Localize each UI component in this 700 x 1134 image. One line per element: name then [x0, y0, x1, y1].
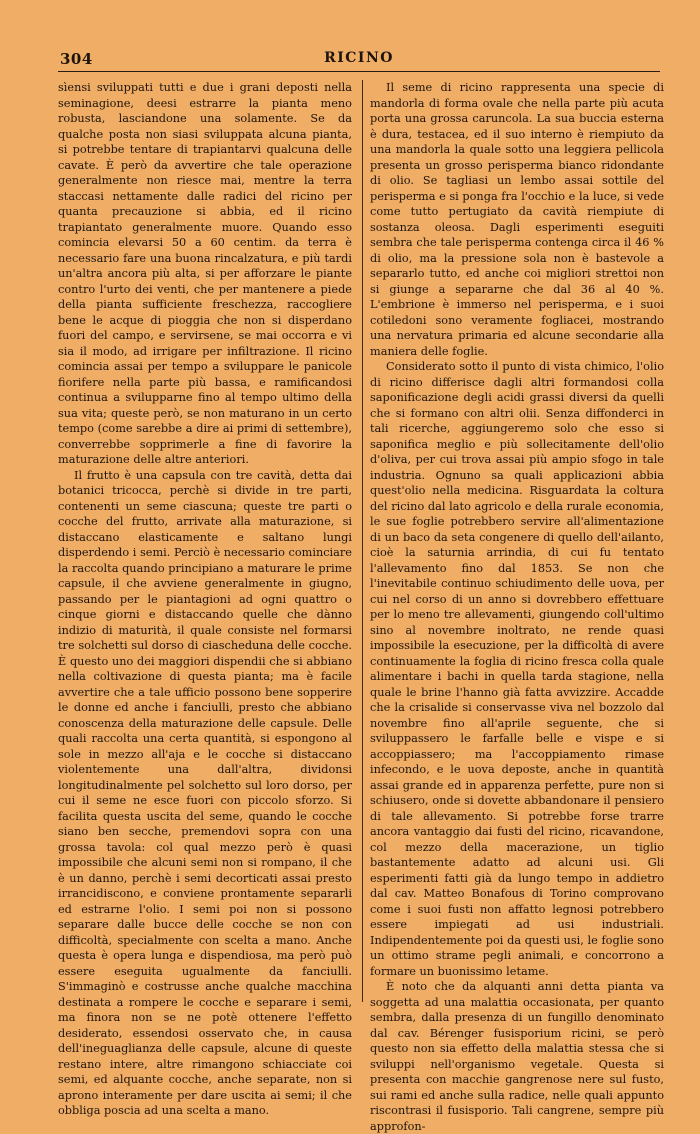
header-rule: [58, 71, 660, 72]
column-divider: [362, 80, 363, 1002]
page-number: 304: [60, 50, 93, 68]
left-column: [58, 80, 352, 1119]
right-column: [370, 80, 664, 1134]
running-title: RICINO: [324, 50, 394, 66]
paragraph: sìensi sviluppati tutti e due i grani deposti nella seminagione, deesi estrarre la pianta meno robusta, lasciandone una solamente. Se da qualche posta non siasi sviluppata alcuna pianta, si potrebbe tentare di trapiantarvi qualcuna delle cavate. È però da avvertire che tale operazione generalmente non riesce mai, mentre la terra staccasi nettamente dalle radici del ricino per quanta precauzione si abbia, ed il ricino trapiantato generalmente muore. Quando esso comincia elevarsi 50 a 60 centim. da terra è necessario fare una buona rincalzatura, e più tardi un'altra ancora più alta, si per afforzare le piante contro l'urto dei venti, che per mantenere a piede della pianta sufficiente freschezza, raccogliere bene le acque di pioggia che non si disperdano fuori del campo, e servirsene, se mai occorra e vi sia il modo, ad irrigare per infiltrazione. Il ricino comincia assai per tempo a sviluppare le panicole fiorifere nella parte più bassa, e ramificandosi continua a svilupparne fino al tempo ultimo della sua vita; queste però, se non maturano in un certo tempo (come sarebbe a dire ai primi di settembre), converrebbe sopprimerle a fine di favorire la maturazione delle altre anteriori.: [58, 81, 352, 466]
paragraph: Il seme di ricino rappresenta una specie di mandorla di forma ovale che nella parte più acuta porta una grossa caruncola. La sua buccia esterna è dura, testacea, ed il suo interno è riempiuto da una mandorla la quale sotto una leggiera pellicola presenta un grosso perisperma bianco ridondante di olio. Se tagliasi un lembo assai sottile del perisperma e si ponga fra l'occhio e la luce, si vede come tutto pertugiato da cavità riempiute di sostanza oleosa. Dagli esperimenti eseguiti sembra che tale perisperma contenga circa il 46 % di olio, ma la pressione sola non è bastevole a separarlo tutto, ed anche coi migliori strettoi non si giunge a separarne che dal 36 al 40 %. L'embrione è immerso nel perisperma, e i suoi cotiledoni sono veramente fogliacei, mostrando una nervatura primaria ed alcune secondarie alla maniera delle foglie.: [370, 81, 664, 358]
paragraph: Il frutto è una capsula con tre cavità, detta dai botanici tricocca, perchè si divide in tre parti, contenenti un seme ciascuna; queste tre parti o cocche del frutto, arrivate alla maturazione, si distaccano elasticamente e saltano lungi disperdendo i semi. Perciò è necessario cominciare la raccolta quando principiano a maturare le prime capsule, il che avviene generalmente in giugno, passando per le piantagioni ad ogni quattro o cinque giorni e distaccando quelle che dànno indizio di maturità, il quale consiste nel formarsi tre solchetti sul dorso di ciascheduna delle cocche. È questo uno dei maggiori dispendii che si abbiano nella coltivazione di questa pianta; ma è facile avvertire che a tale ufficio possono bene sopperire le donne ed anche i fanciulli, presto che abbiano conoscenza della maturazione delle capsule. Delle quali raccolta una certa quantità, si espongono al sole in mezzo all'aja e le cocche si distaccano violentemente una dall'altra, dividonsi longitudinalmente pel solchetto sul loro dorso, per cui il seme ne esce fuori con piccolo sforzo. Si facilita questa uscita del seme, quando le cocche siano ben secche, premendovi sopra con una grossa tavola: col qual mezzo però è quasi impossibile che alcuni semi non si rompano, il che è un danno, perchè i semi decorticati assai presto irrancidiscono, e conviene prontamente separarli ed estrarne l'olio. I semi poi non si possono separare dalle bucce delle cocche se non con difficoltà, specialmente con scelta a mano. Anche questa è opera lunga e dispendiosa, ma però può essere eseguita ugualmente da fanciulli. S'immaginò e costrusse anche qualche macchina destinata a rompere le cocche e separare i semi, ma finora non se ne potè ottenere l'effetto desiderato, essendosi osservato che, in causa dell'ineguaglianza delle capsule, alcune di queste restano intere, altre rimangono schiacciate coi semi, ed alquante cocche, anche separate, non si aprono interamente per dare uscita ai semi; il che obbliga poscia ad una scelta a mano.: [58, 468, 352, 1117]
paragraph: È noto che da alquanti anni detta pianta va soggetta ad una malattia occasionata, per quanto sembra, dalla presenza di un fungillo denominato dal cav. Bérenger fusisporium ricini, se però questo non sia effetto della malattia stessa che si sviluppi nell'organismo vegetale. Questa si presenta con macchie gangrenose nere sul fusto, sui rami ed anche sulla radice, nelle quali appunto riscontrasi il fusisporio. Tali cangrene, sempre più approfon-: [370, 980, 664, 1133]
paragraph: Considerato sotto il punto di vista chimico, l'olio di ricino differisce dagli altri formandosi colla saponificazione degli acidi grassi diversi da quelli che si formano con altri olii. Senza diffonderci in tali ricerche, aggiungeremo solo che esso si saponifica meglio e più sollecitamente dell'olio d'oliva, per cui trova assai più ampio sfogo in tale industria. Ognuno sa quali applicazioni abbia quest'olio nella medicina. Risguardata la coltura del ricino dal lato agricolo e della rurale economia, le sue foglie potrebbero servire all'alimentazione di un baco da seta congenere di quello dell'ailanto, cioè la saturnia arrindia, di cui fu tentato l'allevamento fino dal 1853. Se non che l'inevitabile continuo schiudimento delle uova, per cui nel corso di un anno si dovrebbero effettuare per lo meno tre allevamenti, giungendo coll'ultimo sino al novembre inoltrato, ne rende quasi impossibile la esecuzione, per la difficoltà di avere continuamente la foglia di ricino fresca colla quale alimentare i bachi in quella tarda stagione, nella quale le brine l'hanno già fatta avvizzire. Accadde che la crisalide si conservasse viva nel bozzolo dal novembre fino all'aprile seguente, che si sviluppassero le farfalle belle e vispe e si accoppiassero; ma l'accoppiamento rimase infecondo, e le uova deposte, anche in quantità assai grande ed in apparenza perfette, pure non si schiusero, onde si dovette abbandonare il pensiero di tale allevamento. Si potrebbe forse trarre ancora vantaggio dai fusti del ricino, ricavandone, col mezzo della macerazione, un tiglio bastantemente adatto ad alcuni usi. Gli esperimenti fatti già da lungo tempo in addietro dal cav. Matteo Bonafous di Torino comprovano come i suoi fusti non affatto legnosi potrebbero essere impiegati ad usi industriali. Indipendentemente poi da questi usi, le foglie sono un ottimo strame pegli animali, e concorrono a formare un buonissimo letame.: [370, 360, 664, 978]
page-header: [58, 44, 660, 68]
